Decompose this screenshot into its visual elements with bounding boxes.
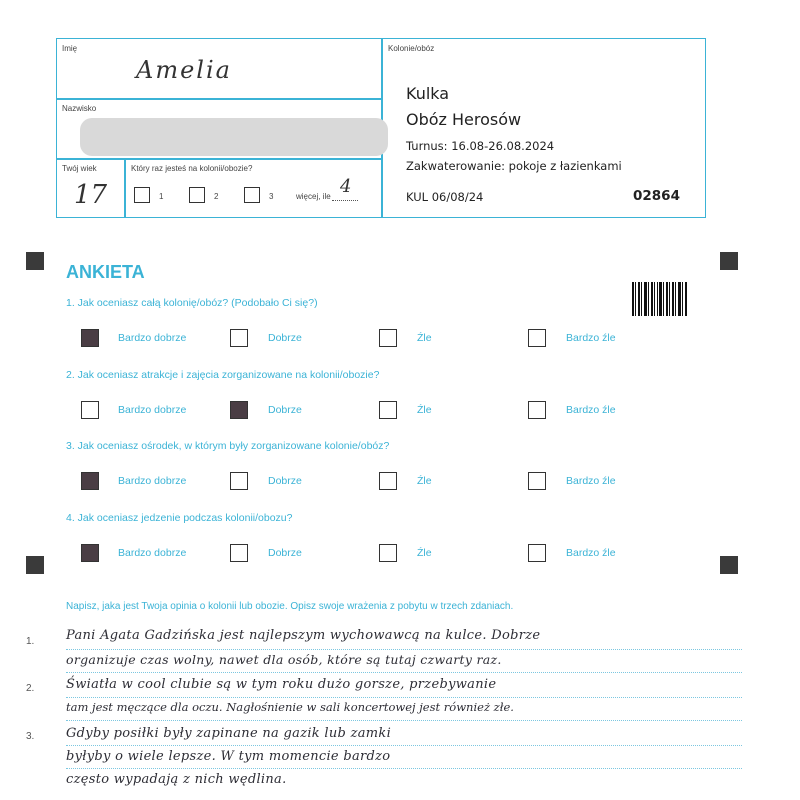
camp-code: KUL 06/08/24 <box>406 190 484 204</box>
q1-option-label: Bardzo dobrze <box>118 332 187 344</box>
q2-option-bardzo-dobrze-checkbox[interactable] <box>81 401 99 419</box>
q3-option-zle-checkbox[interactable] <box>379 472 397 490</box>
q3-option-label: Dobrze <box>268 475 302 487</box>
q1-option-label: Dobrze <box>268 332 302 344</box>
q4-option-bardzo-zle-checkbox[interactable] <box>528 544 546 562</box>
question-1: 1. Jak oceniasz całą kolonię/obóz? (Podobało Ci się?) <box>66 297 318 309</box>
opinion-number-1: 1. <box>26 636 35 647</box>
times-checkbox-1[interactable] <box>134 187 150 203</box>
writing-line <box>66 720 742 721</box>
times-checkbox-2[interactable] <box>189 187 205 203</box>
times-option-3: 3 <box>269 192 274 201</box>
opinion-handwritten-line[interactable]: Pani Agata Gadzińska jest najlepszym wychowawcą na kulce. Dobrze <box>66 628 541 643</box>
times-label: Który raz jesteś na kolonii/obozie? <box>131 164 253 173</box>
registration-marker <box>26 252 44 270</box>
q2-option-label: Źle <box>417 404 432 416</box>
opinion-handwritten-line[interactable]: często wypadają z nich wędlina. <box>66 772 287 787</box>
name-label: Imię <box>62 44 78 53</box>
q4-option-label: Dobrze <box>268 547 302 559</box>
q3-option-bardzo-dobrze-checkbox[interactable] <box>81 472 99 490</box>
age-value[interactable]: 17 <box>74 180 108 210</box>
registration-marker <box>720 556 738 574</box>
q1-option-label: Źle <box>417 332 432 344</box>
q4-option-label: Źle <box>417 547 432 559</box>
times-option-2: 2 <box>214 192 219 201</box>
divider <box>56 98 381 100</box>
age-label: Twój wiek <box>62 164 97 173</box>
q2-option-dobrze-checkbox[interactable] <box>230 401 248 419</box>
q2-option-label: Bardzo dobrze <box>118 404 187 416</box>
times-option-1: 1 <box>159 192 164 201</box>
name-value[interactable]: Amelia <box>136 56 232 84</box>
q4-option-label: Bardzo źle <box>566 547 616 559</box>
redacted-surname <box>80 118 388 156</box>
q1-option-dobrze-checkbox[interactable] <box>230 329 248 347</box>
q4-option-bardzo-dobrze-checkbox[interactable] <box>81 544 99 562</box>
q1-option-bardzo-zle-checkbox[interactable] <box>528 329 546 347</box>
opinion-handwritten-line[interactable]: tam jest męczące dla oczu. Nagłośnienie w sali koncertowej jest również złe. <box>66 700 514 714</box>
question-3: 3. Jak oceniasz ośrodek, w którym były zorganizowane kolonie/obóz? <box>66 440 390 452</box>
q1-option-label: Bardzo źle <box>566 332 616 344</box>
opinion-handwritten-line[interactable]: organizuje czas wolny, nawet dla osób, które są tutaj czwarty raz. <box>66 652 502 667</box>
question-4: 4. Jak oceniasz jedzenie podczas kolonii/obozu? <box>66 512 293 524</box>
more-underline <box>332 200 358 201</box>
opinion-handwritten-line[interactable]: byłyby o wiele lepsze. W tym momencie bardzo <box>66 749 391 764</box>
camp-turnus: Turnus: 16.08-26.08.2024 <box>406 139 555 153</box>
q2-option-label: Bardzo źle <box>566 404 616 416</box>
question-2: 2. Jak oceniasz atrakcje i zajęcia zorganizowane na kolonii/obozie? <box>66 369 380 381</box>
opinion-handwritten-line[interactable]: Gdyby posiłki były zapinane na gazik lub zamki <box>66 726 392 741</box>
camp-label: Kolonie/obóz <box>388 44 435 53</box>
q1-option-bardzo-dobrze-checkbox[interactable] <box>81 329 99 347</box>
registration-marker <box>720 252 738 270</box>
camp-subtitle: Obóz Herosów <box>406 110 522 129</box>
q2-option-label: Dobrze <box>268 404 302 416</box>
camp-accommodation: Zakwaterowanie: pokoje z łazienkami <box>406 159 622 173</box>
q3-option-dobrze-checkbox[interactable] <box>230 472 248 490</box>
q1-option-zle-checkbox[interactable] <box>379 329 397 347</box>
survey-title: ANKIETA <box>66 262 145 282</box>
q3-option-label: Źle <box>417 475 432 487</box>
writing-line <box>66 649 742 650</box>
camp-number: 02864 <box>633 188 680 204</box>
surname-label: Nazwisko <box>62 104 97 113</box>
divider <box>56 158 381 160</box>
opinion-prompt: Napisz, jaka jest Twoja opinia o kolonii lub obozie. Opisz swoje wrażenia z pobytu w trzech zdaniach. <box>66 601 514 612</box>
registration-marker <box>26 556 44 574</box>
times-checkbox-3[interactable] <box>244 187 260 203</box>
writing-line <box>66 697 742 698</box>
q4-option-dobrze-checkbox[interactable] <box>230 544 248 562</box>
q3-option-bardzo-zle-checkbox[interactable] <box>528 472 546 490</box>
divider <box>124 158 126 218</box>
q2-option-bardzo-zle-checkbox[interactable] <box>528 401 546 419</box>
writing-line <box>66 768 742 769</box>
q4-option-label: Bardzo dobrze <box>118 547 187 559</box>
more-value[interactable]: 4 <box>340 176 352 197</box>
barcode-icon <box>632 282 688 316</box>
q4-option-zle-checkbox[interactable] <box>379 544 397 562</box>
writing-line <box>66 672 742 673</box>
q2-option-zle-checkbox[interactable] <box>379 401 397 419</box>
camp-name: Kulka <box>406 84 450 103</box>
opinion-number-2: 2. <box>26 683 35 694</box>
q3-option-label: Bardzo dobrze <box>118 475 187 487</box>
opinion-number-3: 3. <box>26 731 35 742</box>
more-label: więcej, ile <box>296 192 331 201</box>
writing-line <box>66 745 742 746</box>
q3-option-label: Bardzo źle <box>566 475 616 487</box>
opinion-handwritten-line[interactable]: Światła w cool clubie są w tym roku dużo gorsze, przebywanie <box>66 677 497 692</box>
